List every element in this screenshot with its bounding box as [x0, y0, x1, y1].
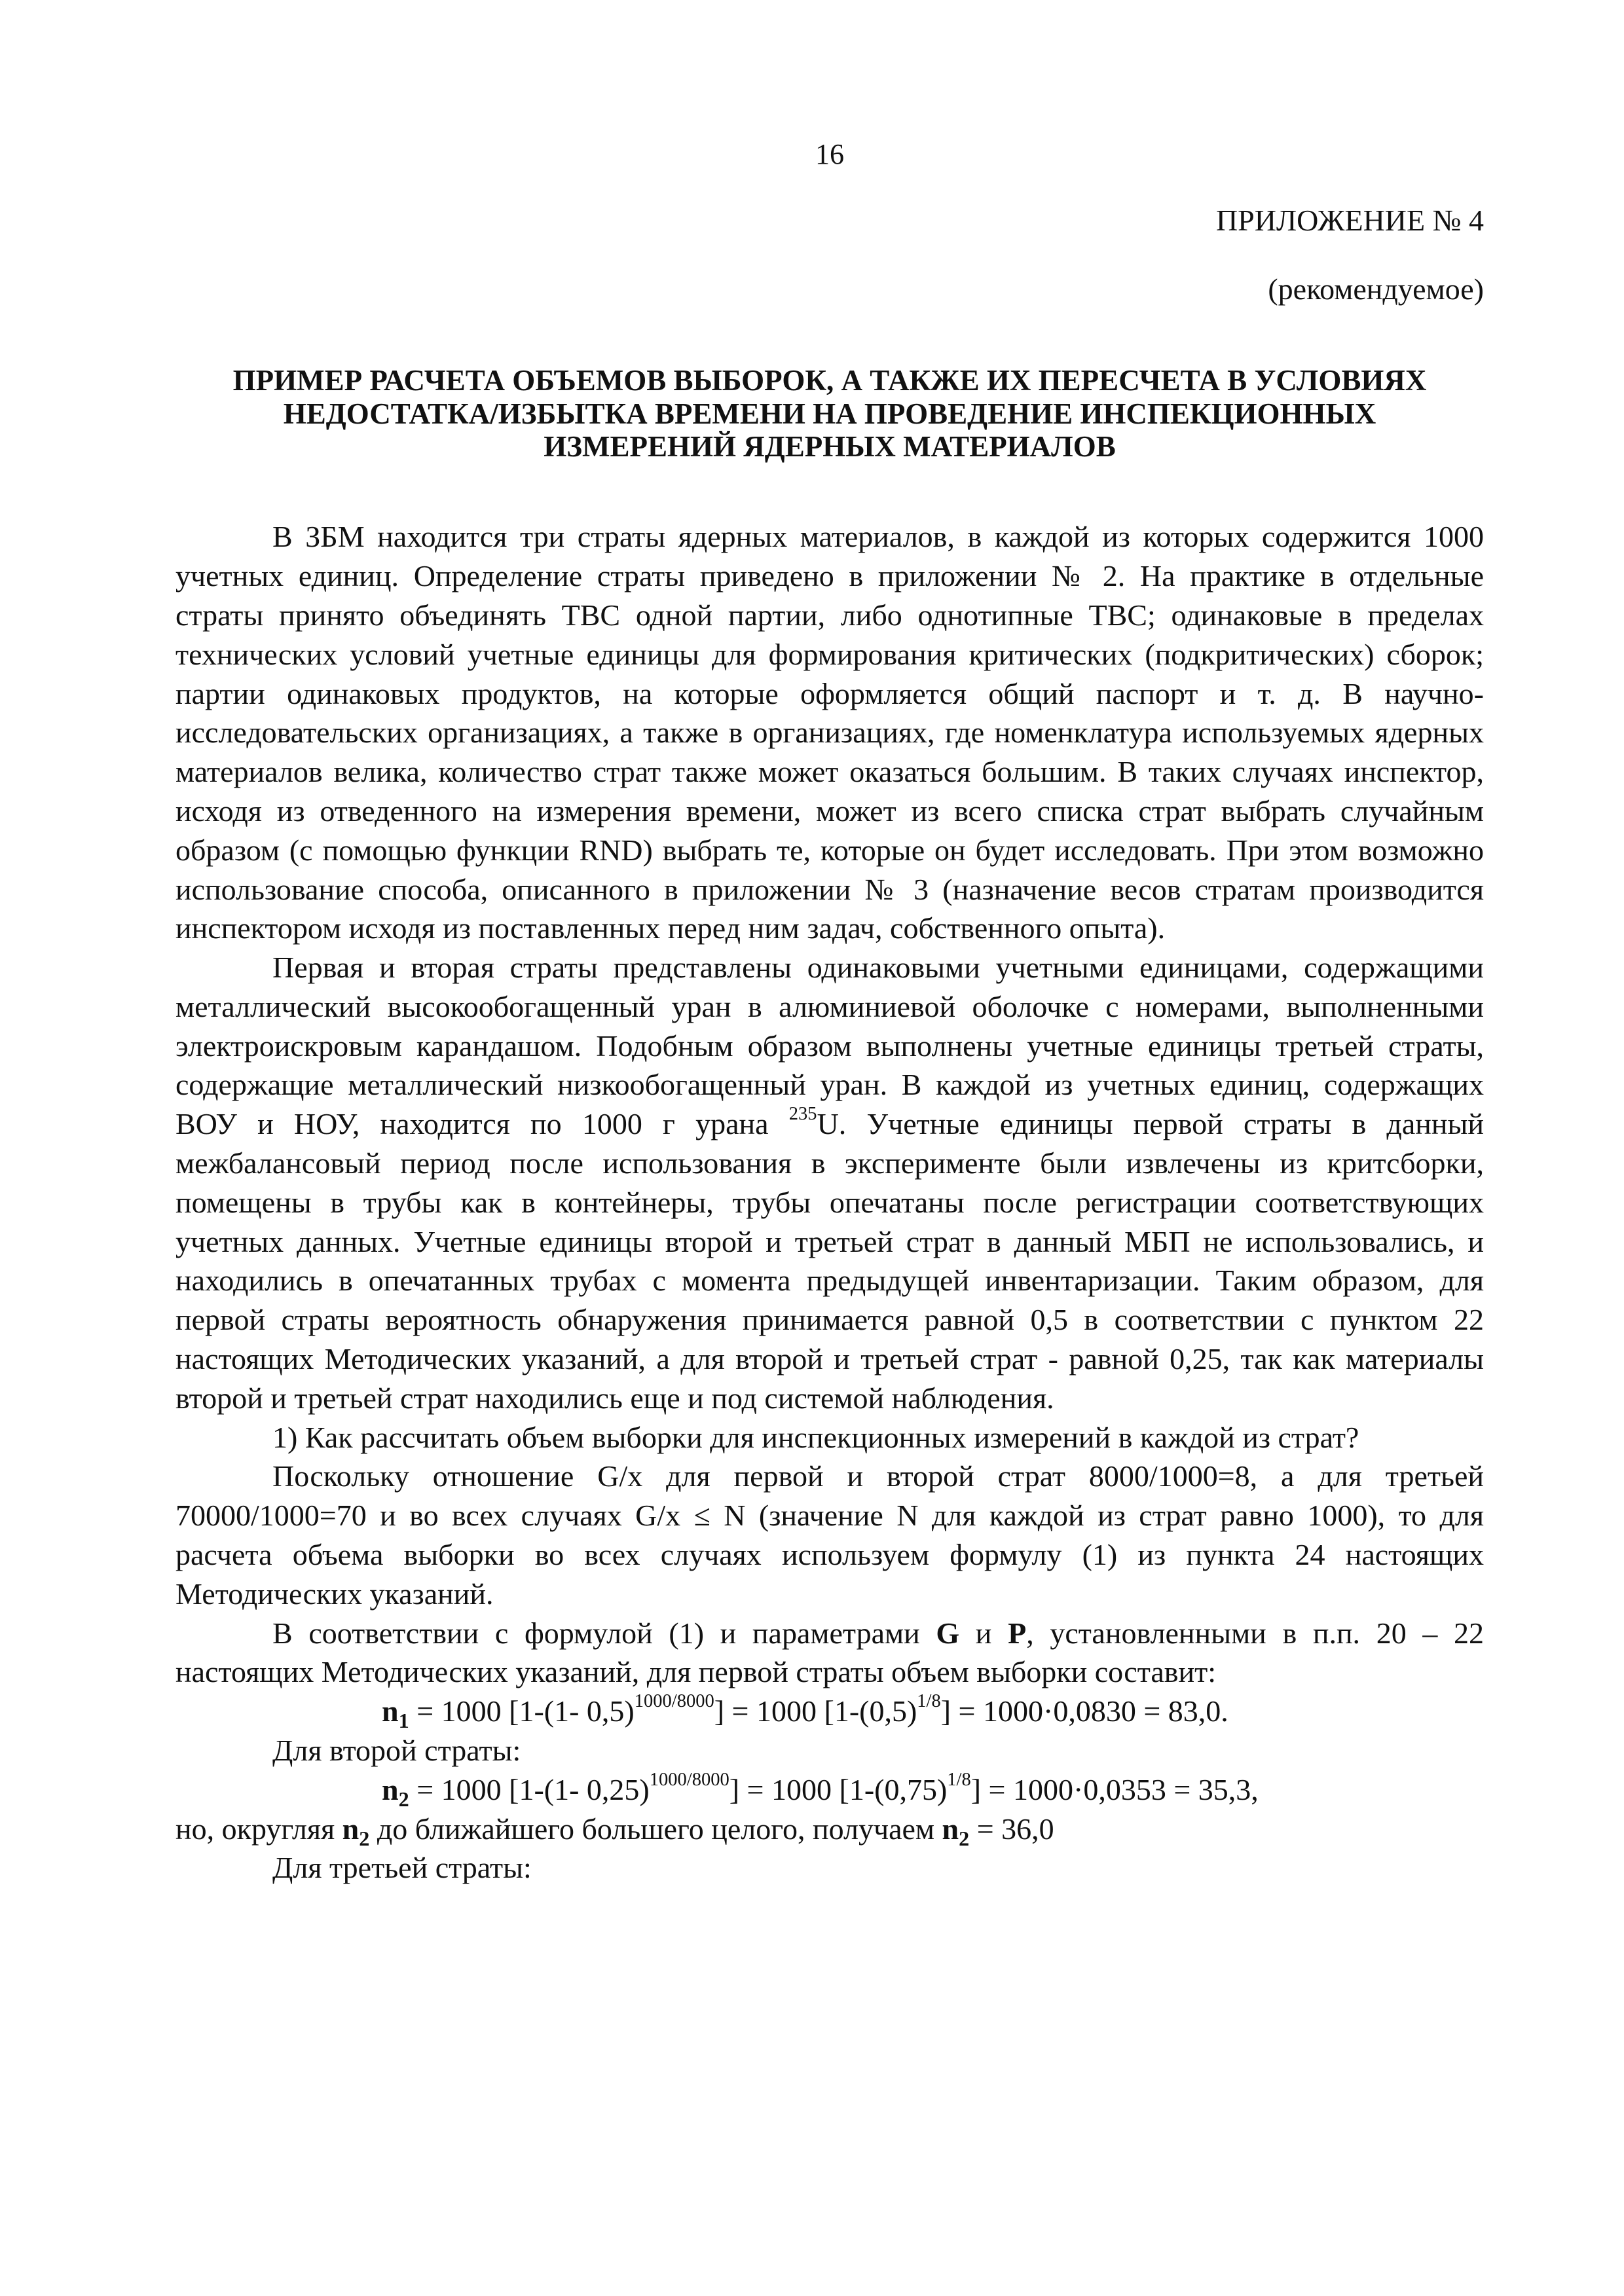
round-sub2: 2	[959, 1826, 970, 1850]
paragraph-strata-description	[175, 948, 1484, 1418]
param-p: P	[1008, 1616, 1027, 1650]
page-number: 16	[815, 138, 844, 170]
formula2-exp1: 1000/8000	[649, 1769, 729, 1790]
formula2-n: n	[382, 1772, 399, 1806]
p5-text-and: и	[959, 1616, 1008, 1650]
title-line-2: НЕДОСТАТКА/ИЗБЫТКА ВРЕМЕНИ НА ПРОВЕДЕНИЕ ИНСПЕКЦИОННЫХ	[283, 397, 1376, 430]
formula1-exp2: 1/8	[917, 1691, 941, 1712]
paragraph-question: 1) Как рассчитать объем выборки для инспекционных измерений в каждой из страт?	[272, 1420, 1359, 1454]
paragraph-parameters	[175, 1614, 1484, 1692]
p2-text-after: . Учетные единицы первой страты в данный межбалансовый период после использования в эксперименте были извлечены из критсборки, помещены в трубы как в контейнеры, трубы опечатаны после регистрации соответствующих учетных данных. Учетные единицы второй и третьей страт в данный МБП не использовались, и находились в опечатанных трубах с момента предыдущей инвентаризации. Таким образом, для первой страты вероятность обнаружения принимается равной 0,5 в соответствии с пунктом 22 настоящих Методических указаний, а для второй и третьей страт - равной 0,25, так как материалы второй и третьей страт находились еще и под системой наблюдения.	[175, 1107, 1484, 1415]
round-text-b: до ближайшего большего целого, получаем	[369, 1812, 942, 1846]
p2-text-before: Первая и вторая страты представлены одинаковыми учетными единицами, содержащими металлический высокообогащенный уран в алюминиевой оболочке с номерами, выполненными электроискровым карандашом. Подобным образом выполнены учетные единицы третьей страты, содержащие металлический низкообогащенный уран. В каждой из учетных единиц, содержащих ВОУ и НОУ, находится по 1000 г урана	[175, 951, 1484, 1141]
formula1-part3: ] = 1000·0,0830 = 83,0.	[940, 1694, 1228, 1728]
formula1-part2: ] = 1000 [1-(0,5)	[714, 1694, 917, 1728]
formula1-part1: = 1000 [1-(1- 0,5)	[409, 1694, 635, 1728]
title-line-3: ИЗМЕРЕНИЙ ЯДЕРНЫХ МАТЕРИАЛОВ	[544, 430, 1116, 464]
formula2-exp2: 1/8	[947, 1769, 971, 1790]
formula-second-stratum	[175, 1770, 1484, 1810]
round-text-a: но, округляя	[175, 1812, 342, 1846]
formula2-part3: ] = 1000·0,0353 = 35,3,	[970, 1772, 1259, 1806]
appendix-status: (рекомендуемое)	[1268, 272, 1484, 306]
round-n: n	[342, 1812, 360, 1846]
round-text-c: = 36,0	[969, 1812, 1054, 1846]
paragraph-strata-intro: В ЗБМ находится три страты ядерных материалов, в каждой из которых содержится 1000 учетных единиц. Определение страты приведено в приложении № 2. На практике в отдельные страты принято объединять ТВС одной партии, либо однотипные ТВС; одинаковые в пределах технических условий учетные единицы для формирования критических (подкритических) сборок; партии одинаковых продуктов, на которые оформляется общий паспорт и т. д. В научно-исследовательских организациях, а также в организациях, где номенклатура используемых ядерных материалов велика, количество страт также может оказаться большим. В таких случаях инспектор, исходя из отведенного на измерения времени, может из всего списка страт выбрать случайным образом (с помощью функции RND) выбрать те, которые он будет исследовать. При этом возможно использование способа, описанного в приложении № 3 (назначение весов стратам производится инспектором исходя из поставленных перед ним задач, собственного опыта).	[175, 520, 1484, 945]
round-n2: n	[942, 1812, 959, 1846]
formula1-sub: 1	[398, 1709, 409, 1733]
formula2-part1: = 1000 [1-(1- 0,25)	[409, 1772, 650, 1806]
param-g: G	[936, 1616, 960, 1650]
paragraph-ratio: Поскольку отношение G/x для первой и второй страт 8000/1000=8, а для третьей 70000/1000=70 и во всех случаях G/x ≤ N (значение N для каждой из страт равно 1000), то для расчета объема выборки во всех случаях используем формулу (1) из пункта 24 настоящих Методических указаний.	[175, 1459, 1484, 1611]
round-sub: 2	[359, 1826, 370, 1850]
second-stratum-label: Для второй страты:	[272, 1734, 521, 1768]
formula2-part2: ] = 1000 [1-(0,75)	[729, 1772, 948, 1806]
isotope-symbol: U	[817, 1107, 839, 1141]
rounding-line	[175, 1810, 1484, 1849]
formula2-sub: 2	[398, 1787, 409, 1812]
document-page	[175, 137, 1484, 1887]
formula-first-stratum	[175, 1692, 1484, 1731]
appendix-label: ПРИЛОЖЕНИЕ № 4	[1215, 204, 1484, 237]
title-line-1: ПРИМЕР РАСЧЕТА ОБЪЕМОВ ВЫБОРОК, А ТАКЖЕ ИХ ПЕРЕСЧЕТА В УСЛОВИЯХ	[232, 363, 1427, 397]
isotope-mass-number: 235	[788, 1104, 817, 1125]
formula1-n: n	[382, 1694, 399, 1728]
p5-text-b: , установленными в п.п. 20 – 22 настоящих Методических указаний, для первой страты объем выборки составит:	[175, 1616, 1485, 1689]
p5-text-a: В соответствии с формулой (1) и параметрами	[272, 1616, 936, 1650]
document-title	[175, 364, 1484, 464]
third-stratum-label: Для третьей страты:	[272, 1851, 532, 1885]
formula1-exp1: 1000/8000	[634, 1691, 714, 1712]
